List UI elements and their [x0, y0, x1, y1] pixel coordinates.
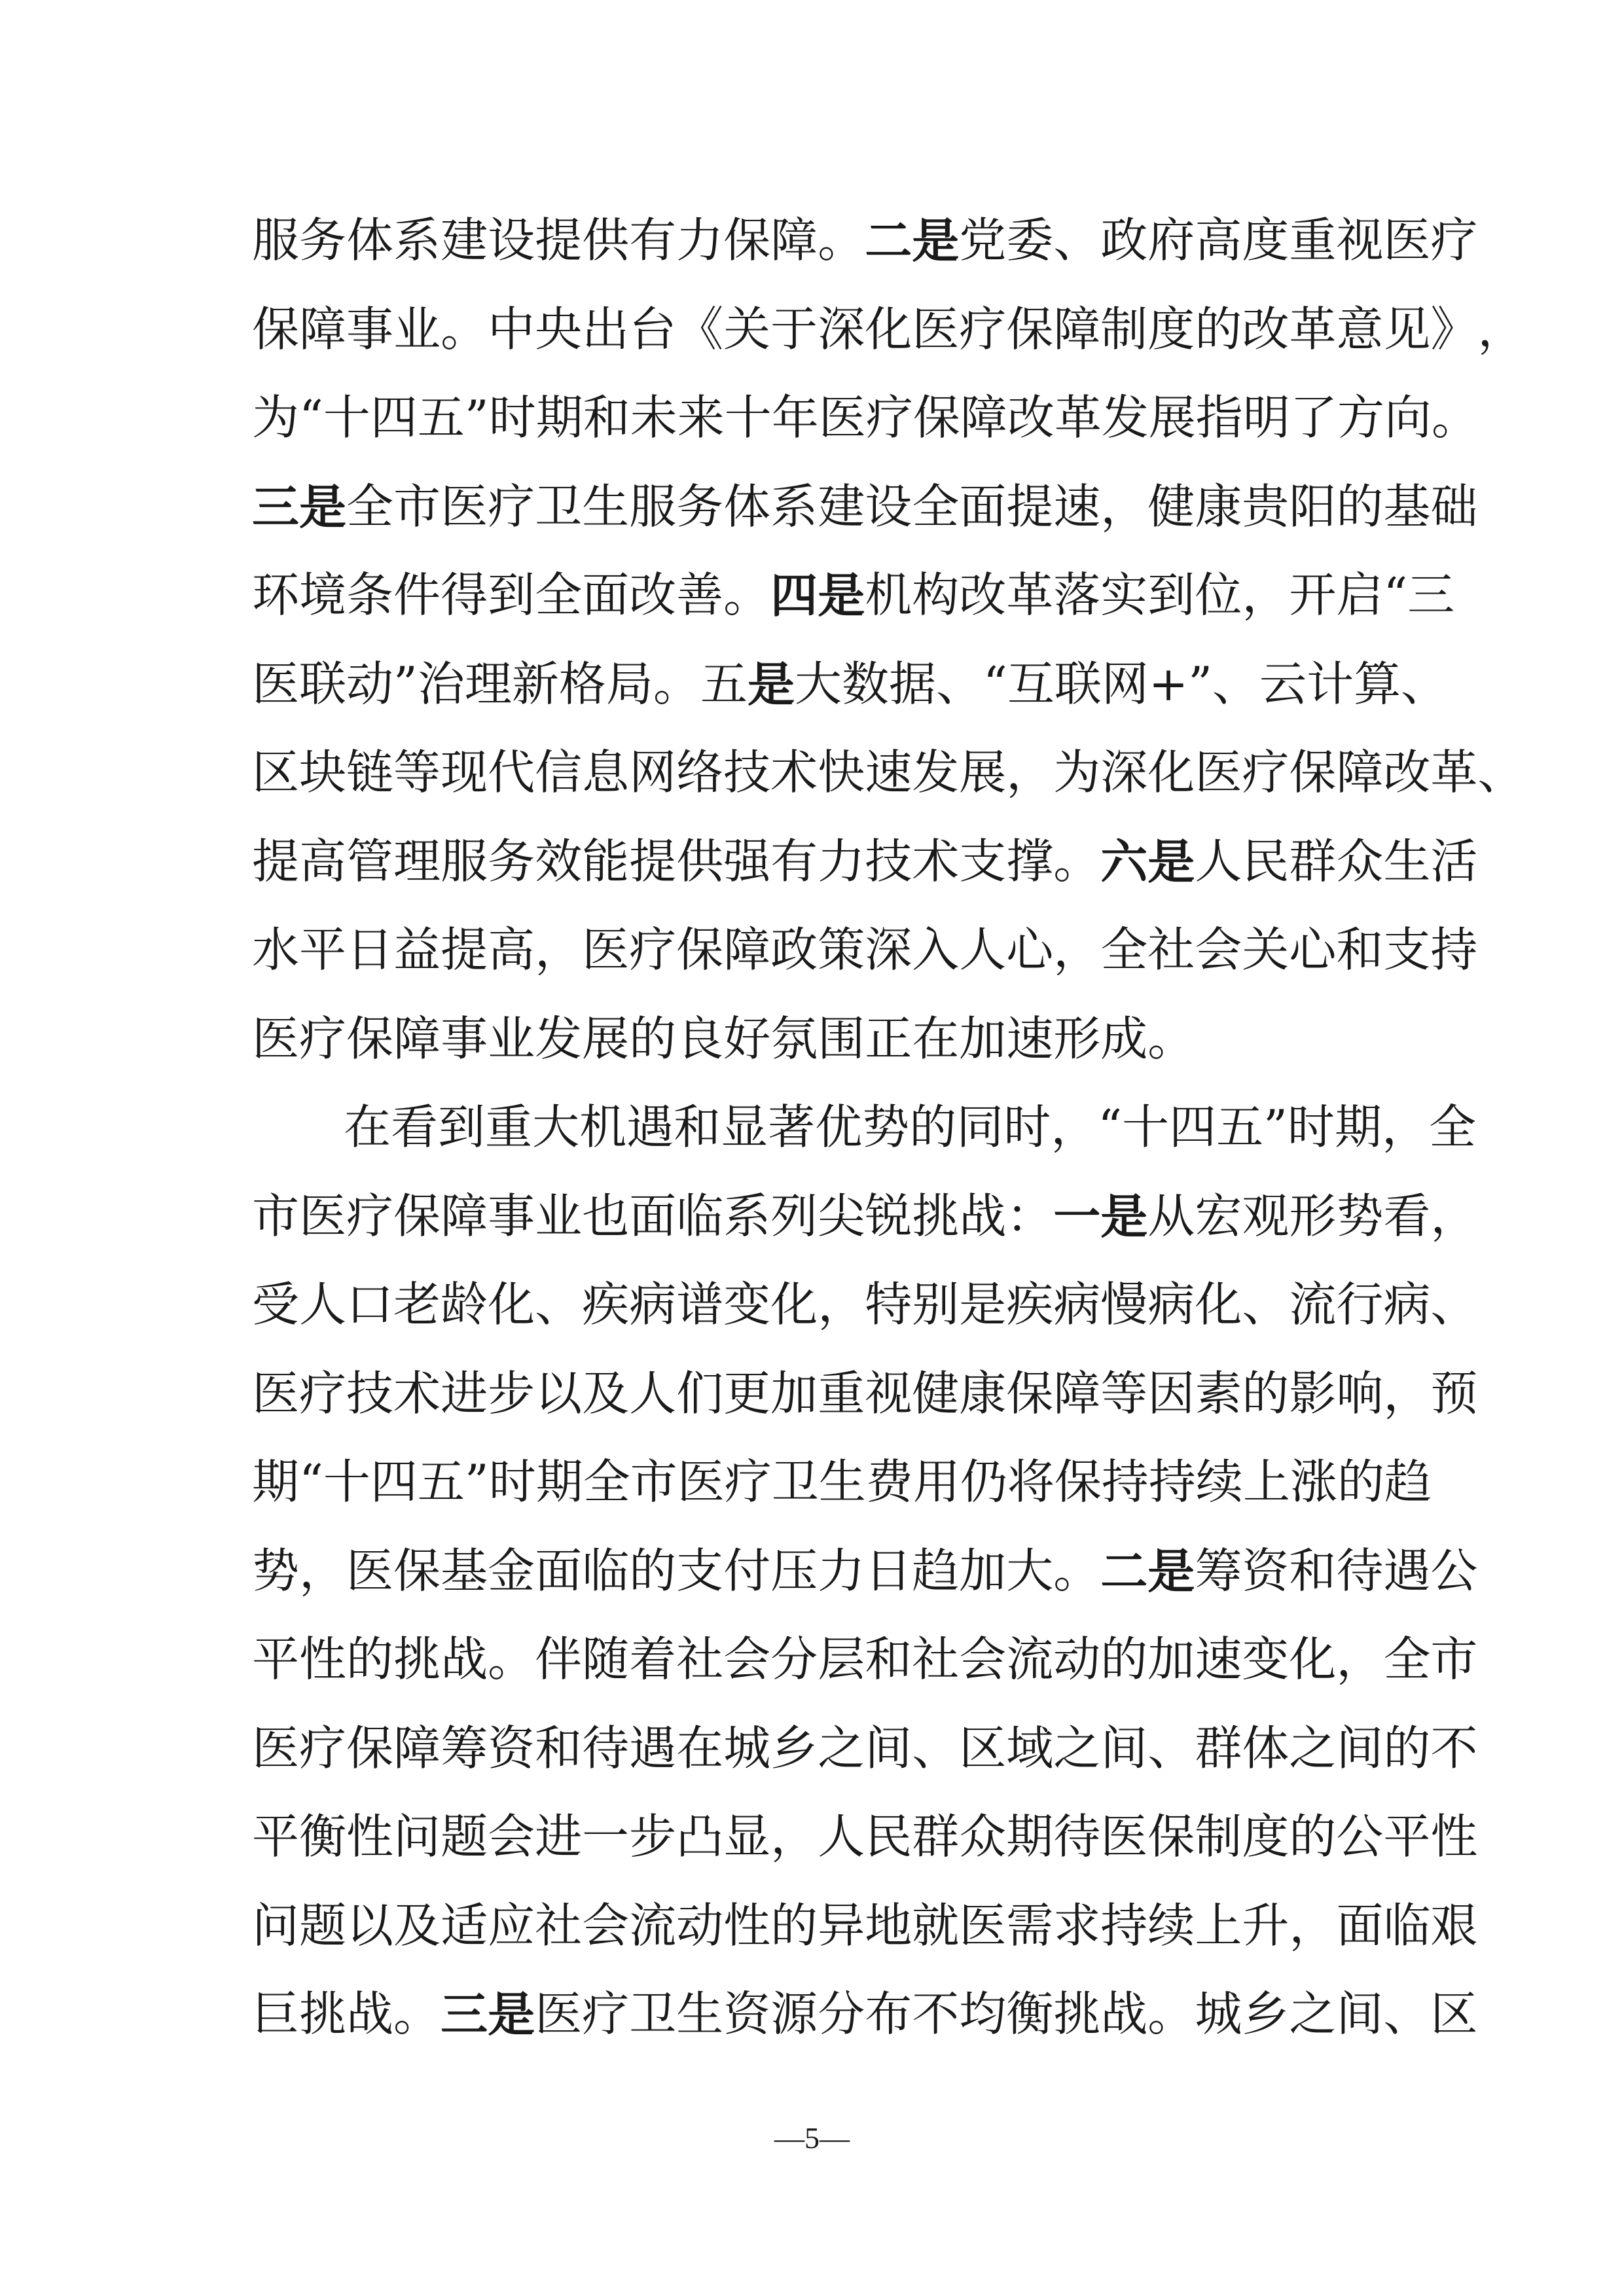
- text-line: 问 题 以 及 适 应 社 会 流 动 性 的 异 地 就 医 需 求 持 续 上 升 ， 面 临 艰: [252, 1897, 1478, 1953]
- paragraph: [252, 196, 1525, 1083]
- text-line: 在 看 到 重 大 机 遇 和 显 著 优 势 的 同 时 ， “ 十 四 五 ” 时 期 ， 全: [344, 1100, 1476, 1155]
- body-text: [252, 196, 1525, 2059]
- text-line: 医 疗 保 障 事 业 发 展 的 良 好 氛 围 正 在 加 速 形 成 。: [252, 1011, 1195, 1066]
- text-line: 三 是 全 市 医 疗 卫 生 服 务 体 系 建 设 全 面 提 速 ， 健 康 贵 阳 的 基 础: [252, 478, 1478, 535]
- text-line: 平 性 的 挑 战 。 伴 随 着 社 会 分 层 和 社 会 流 动 的 加 速 变 化 ， 全 市: [252, 1632, 1478, 1687]
- text-line: 医 联 动 ” 治 理 新 格 局 。 五 是 大 数 据 、 “ 互 联 网 + ” 、 云 计 算 、: [252, 656, 1449, 712]
- text-line: 巨 挑 战 。 三 是 医 疗 卫 生 资 源 分 布 不 均 衡 挑 战 。 城 乡 之 间 、 区: [252, 1986, 1478, 2042]
- text-line: 期 “ 十 四 五 ” 时 期 全 市 医 疗 卫 生 费 用 仍 将 保 持 持 续 上 涨 的 趋: [252, 1454, 1432, 1509]
- text-line: 医 疗 技 术 进 步 以 及 人 们 更 加 重 视 健 康 保 障 等 因 素 的 影 响 ， 预: [252, 1365, 1478, 1421]
- text-line: 平 衡 性 问 题 会 进 一 步 凸 显 ， 人 民 群 众 期 待 医 保 制 度 的 公 平 性: [252, 1809, 1478, 1864]
- page-number: —5—: [774, 2121, 850, 2155]
- text-line: 受 人 口 老 龄 化 、 疾 病 谱 变 化 ， 特 别 是 疾 病 慢 病 化 、 流 行 病 、: [252, 1277, 1478, 1332]
- text-line: 医 疗 保 障 筹 资 和 待 遇 在 城 乡 之 间 、 区 域 之 间 、 群 体 之 间 的 不: [252, 1720, 1478, 1776]
- text-line: 市 医 疗 保 障 事 业 也 面 临 系 列 尖 锐 挑 战 ： 一 是 从 宏 观 形 势 看 ，: [252, 1188, 1478, 1244]
- text-line: 为 “ 十 四 五 ” 时 期 和 未 来 十 年 医 疗 保 障 改 革 发 展 指 明 了 方 向 。: [252, 390, 1479, 445]
- text-line: 势 ， 医 保 基 金 面 临 的 支 付 压 力 日 趋 加 大 。 二 是 筹 资 和 待 遇 公: [252, 1543, 1478, 1599]
- paragraph: [252, 1083, 1478, 2059]
- text-line: 区 块 链 等 现 代 信 息 网 络 技 术 快 速 发 展 ， 为 深 化 医 疗 保 障 改 革 、: [252, 745, 1525, 800]
- text-line: 环 境 条 件 得 到 全 面 改 善 。 四 是 机 构 改 革 落 实 到 位 ， 开 启 “ 三: [252, 567, 1455, 623]
- text-line: 服 务 体 系 建 设 提 供 有 力 保 障 。 二 是 党 委 、 政 府 高 度 重 视 医 疗: [252, 213, 1478, 268]
- text-line: 提 高 管 理 服 务 效 能 提 供 强 有 力 技 术 支 撑 。 六 是 人 民 群 众 生 活: [252, 833, 1478, 889]
- text-line: 水 平 日 益 提 高 ， 医 疗 保 障 政 策 深 入 人 心 ， 全 社 会 关 心 和 支 持: [252, 922, 1478, 977]
- text-line: 保 障 事 业 。 中 央 出 台 《 关 于 深 化 医 疗 保 障 制 度 的 改 革 意 见 》 ，: [252, 301, 1525, 357]
